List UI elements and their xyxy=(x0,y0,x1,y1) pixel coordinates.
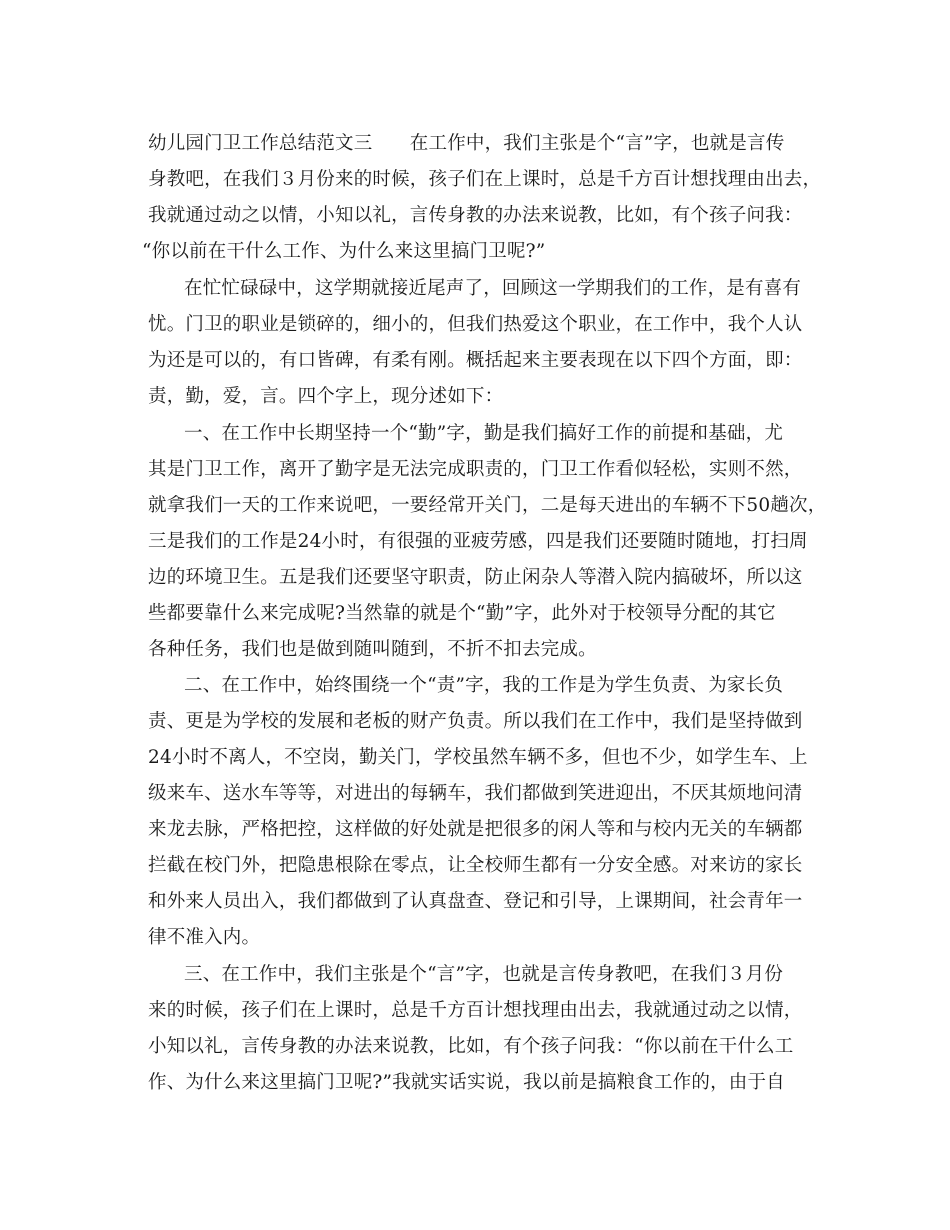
paragraph-first-line: 一、在工作中长期坚持一个“勤”字，勤是我们搞好工作的前提和基础，尤 xyxy=(184,423,784,444)
text-line: 身教吧，在我们３月份来的时候，孩子们在上课时，总是千方百计想找理由出去， xyxy=(148,169,822,190)
text-line: 三是我们的工作是24小时，有很强的亚疲劳感，四是我们还要随时随地，打扫周 xyxy=(148,531,808,552)
paragraph-first-line: 三、在工作中，我们主张是个“言”字，也就是言传身教吧，在我们３月份 xyxy=(184,964,784,985)
text-line: 来龙去脉，严格把控，这样做的好处就是把很多的闲人等和与校内无关的车辆都 xyxy=(148,819,803,840)
text-line: 律不准入内。 xyxy=(148,927,261,948)
text-line: “你以前在干什么工作、为什么来这里搞门卫呢?” xyxy=(142,241,546,262)
text-line: 来的时候，孩子们在上课时，总是千方百计想找理由出去，我就通过动之以情， xyxy=(148,1000,803,1021)
text-line: 为还是可以的，有口皆碑，有柔有刚。概括起来主要表现在以下四个方面，即： xyxy=(148,350,803,371)
text-line: 责、更是为学校的发展和老板的财产负责。所以我们在工作中，我们是坚持做到 xyxy=(148,711,803,732)
text-line: 幼儿园门卫工作总结范文三 在工作中，我们主张是个“言”字，也就是言传 xyxy=(148,133,785,154)
text-line: 其是门卫工作，离开了勤字是无法完成职责的，门卫工作看似轻松，实则不然， xyxy=(148,459,803,480)
text-line: 小知以礼，言传身教的办法来说教，比如，有个孩子问我：“你以前在干什么工 xyxy=(148,1036,794,1057)
text-line: 些都要靠什么来完成呢?当然靠的就是个“勤”字，此外对于校领导分配的其它 xyxy=(148,603,776,624)
paragraph-first-line: 在忙忙碌碌中，这学期就接近尾声了，回顾这一学期我们的工作，是有喜有 xyxy=(184,278,802,299)
text-line: 责，勤，爱，言。四个字上，现分述如下： xyxy=(148,386,504,407)
text-line: 拦截在校门外，把隐患根除在零点，让全校师生都有一分安全感。对来访的家长 xyxy=(148,855,803,876)
text-line: 级来车、送水车等等，对进出的每辆车，我们都做到笑进迎出，不厌其烦地问清 xyxy=(148,783,803,804)
text-line: 作、为什么来这里搞门卫呢?”我就实话实说，我以前是搞粮食工作的，由于自 xyxy=(148,1072,785,1093)
text-line: 各种任务，我们也是做到随叫随到，不折不扣去完成。 xyxy=(148,639,597,660)
text-line: 边的环境卫生。五是我们还要坚守职责，防止闲杂人等潜入院内搞破坏，所以这 xyxy=(148,567,803,588)
text-line: 忧。门卫的职业是锁碎的，细小的，但我们热爱这个职业，在工作中，我个人认 xyxy=(148,314,803,335)
paragraph-first-line: 二、在工作中，始终围绕一个“责”字，我的工作是为学生负责、为家长负 xyxy=(184,675,784,696)
text-line: 24小时不离人，不空岗，勤关门，学校虽然车辆不多，但也不少，如学生车、上 xyxy=(148,747,808,768)
text-line: 我就通过动之以情，小知以礼，言传身教的办法来说教，比如，有个孩子问我： xyxy=(148,205,803,226)
text-line: 就拿我们一天的工作来说吧，一要经常开关门，二是每天进出的车辆不下50趟次， xyxy=(148,495,827,516)
text-line: 和外来人员出入，我们都做到了认真盘查、登记和引导，上课期间，社会青年一 xyxy=(148,891,803,912)
